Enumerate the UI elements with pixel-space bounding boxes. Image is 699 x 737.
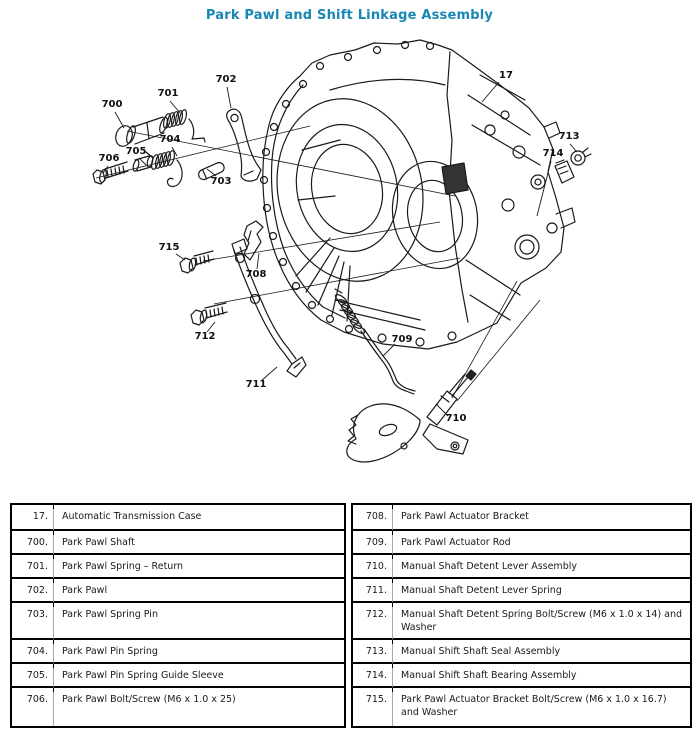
parts-table-left <box>10 503 346 728</box>
part-712-bolt <box>191 303 227 325</box>
table-row <box>353 640 690 664</box>
callout-label-710: 710 <box>445 413 467 424</box>
callout-leader-705 <box>139 158 146 165</box>
callout-leader-700 <box>115 112 124 128</box>
page-title: Park Pawl and Shift Linkage Assembly <box>205 8 494 23</box>
table-row <box>12 688 344 726</box>
part-description: Park Pawl Shaft <box>54 531 344 555</box>
part-description: Manual Shift Shaft Seal Assembly <box>393 640 690 664</box>
part-description: Automatic Transmission Case <box>54 505 344 531</box>
part-description: Park Pawl Pin Spring <box>54 640 344 664</box>
part-number: 714. <box>353 664 393 688</box>
part-number: 703. <box>12 603 54 640</box>
callout-label-708: 708 <box>245 269 267 280</box>
callout-leader-703 <box>207 169 216 176</box>
callout-leader-713 <box>570 144 577 152</box>
callout-label-705: 705 <box>125 146 147 157</box>
callout-label-702: 702 <box>215 74 237 85</box>
table-row <box>12 505 344 531</box>
table-row <box>353 664 690 688</box>
part-715-bolt <box>180 251 214 273</box>
part-number: 711. <box>353 579 393 603</box>
table-row <box>12 579 344 603</box>
table-row <box>353 505 690 531</box>
callout-label-711: 711 <box>245 379 267 390</box>
part-number: 702. <box>12 579 54 603</box>
parts-legend <box>0 503 699 728</box>
callout-label-715: 715 <box>158 242 180 253</box>
part-number: 709. <box>353 531 393 555</box>
parts-table-right <box>351 503 692 728</box>
table-row <box>353 688 690 726</box>
part-number: 706. <box>12 688 54 726</box>
callout-label-709: 709 <box>391 334 413 345</box>
callout-label-706: 706 <box>98 153 120 164</box>
table-row <box>353 555 690 579</box>
part-description: Manual Shaft Detent Spring Bolt/Screw (M6 x 1.0 x 14) and Washer <box>393 603 690 640</box>
callout-label-713: 713 <box>558 131 580 142</box>
part-705-guide-sleeve <box>132 155 154 171</box>
table-row <box>12 531 344 555</box>
part-714-bearing-assembly <box>555 160 574 183</box>
part-description: Park Pawl Pin Spring Guide Sleeve <box>54 664 344 688</box>
callout-label-703: 703 <box>210 176 232 187</box>
part-number: 700. <box>12 531 54 555</box>
part-description: Manual Shaft Detent Lever Assembly <box>393 555 690 579</box>
part-description: Park Pawl <box>54 579 344 603</box>
part-description: Park Pawl Bolt/Screw (M6 x 1.0 x 25) <box>62 694 236 705</box>
callout-label-712: 712 <box>194 331 216 342</box>
part-711-detent-lever-spring <box>232 239 306 377</box>
callout-label-714: 714 <box>542 148 564 159</box>
callout-leader-17 <box>482 82 499 102</box>
table-row <box>12 603 344 640</box>
part-number: 708. <box>353 505 393 531</box>
part-description: Park Pawl Actuator Bracket <box>393 505 690 531</box>
callout-layer <box>99 70 580 424</box>
part-number: 17. <box>12 505 54 531</box>
table-row <box>12 640 344 664</box>
callout-leader-708 <box>257 253 259 269</box>
transmission-case-drawing <box>260 40 575 349</box>
table-row <box>353 579 690 603</box>
table-row <box>353 603 690 640</box>
callout-leader-702 <box>227 87 231 108</box>
assembly-diagram <box>0 30 699 475</box>
part-number: 710. <box>353 555 393 579</box>
callout-label-17: 17 <box>499 70 513 81</box>
callout-label-704: 704 <box>159 134 181 145</box>
callout-leader-701 <box>170 101 180 113</box>
part-description: Park Pawl Spring Pin <box>54 603 344 640</box>
table-row <box>12 664 344 688</box>
table-row <box>12 555 344 579</box>
part-description: Park Pawl Spring – Return <box>54 555 344 579</box>
part-706-bolt <box>93 162 128 184</box>
callout-leader-715 <box>176 254 185 260</box>
part-description: Manual Shaft Detent Lever Spring <box>393 579 690 603</box>
table-row <box>353 531 690 555</box>
part-number: 704. <box>12 640 54 664</box>
callout-leader-709 <box>383 344 395 356</box>
part-description: Park Pawl Actuator Bracket Bolt/Screw (M6 x 1.0 x 16.7) and Washer <box>401 694 667 718</box>
callout-label-701: 701 <box>157 88 179 99</box>
callout-label-700: 700 <box>101 99 123 110</box>
part-713-seal-assembly <box>571 148 591 165</box>
part-description: Park Pawl Actuator Rod <box>393 531 690 555</box>
part-description: Manual Shift Shaft Bearing Assembly <box>393 664 690 688</box>
part-number: 713. <box>353 640 393 664</box>
part-number: 715. <box>353 688 393 726</box>
part-number: 712. <box>353 603 393 640</box>
part-number: 705. <box>12 664 54 688</box>
part-number: 701. <box>12 555 54 579</box>
